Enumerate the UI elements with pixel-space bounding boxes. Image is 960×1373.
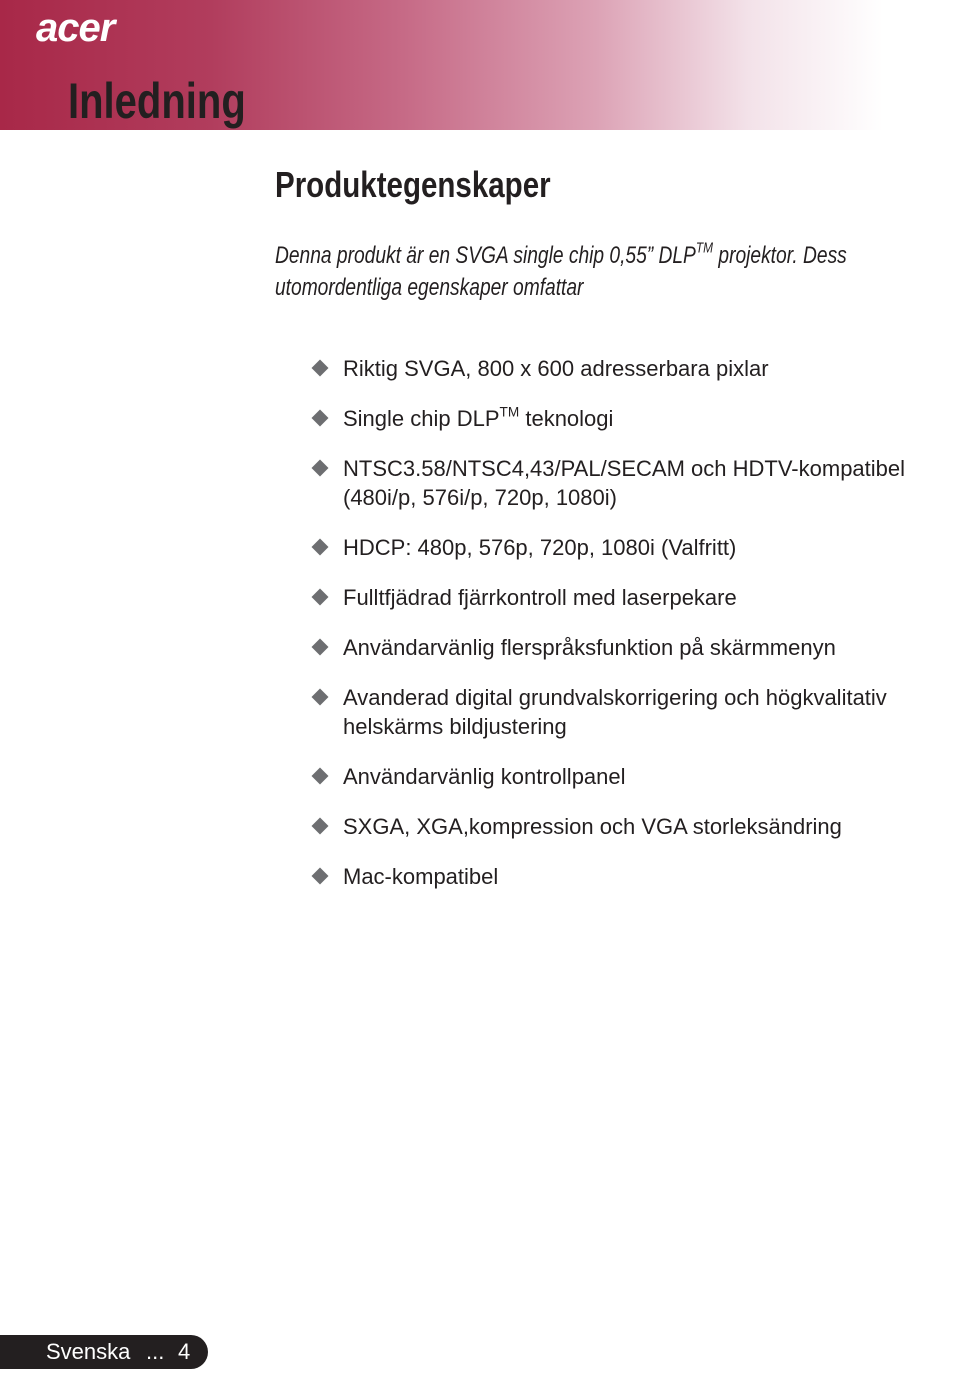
footer-separator: ... xyxy=(146,1339,165,1364)
intro-text-b: projektor. Dess utomordentliga egenskaper omfattar xyxy=(275,242,847,301)
feature-text: Avanderad digital grundvalskorrigering och högkvalitativ helskärms bildjustering xyxy=(343,685,887,739)
diamond-bullet-icon xyxy=(312,639,329,656)
feature-text: HDCP: 480p, 576p, 720p, 1080i (Valfritt) xyxy=(343,535,737,560)
feature-item xyxy=(310,762,960,791)
intro-paragraph xyxy=(275,240,939,304)
footer-page-tab xyxy=(0,1335,208,1369)
intro-trademark: TM xyxy=(695,240,714,257)
feature-list xyxy=(310,354,960,912)
feature-item xyxy=(310,862,960,891)
chapter-title: Inledning xyxy=(68,73,246,129)
feature-text: SXGA, XGA,kompression och VGA storleksändring xyxy=(343,814,842,839)
intro-text-a: Denna produkt är en SVGA single chip 0,55” DLP xyxy=(275,242,696,269)
feature-trademark: TM xyxy=(499,404,520,420)
feature-text-main: Single chip DLP xyxy=(343,406,500,431)
feature-item xyxy=(310,583,960,612)
diamond-bullet-icon xyxy=(312,768,329,785)
feature-item xyxy=(310,812,960,841)
feature-text: NTSC3.58/NTSC4,43/PAL/SECAM och HDTV-kompatibel (480i/p, 576i/p, 720p, 1080i) xyxy=(343,456,906,510)
feature-item xyxy=(310,683,960,741)
diamond-bullet-icon xyxy=(312,360,329,377)
feature-text-tail: teknologi xyxy=(519,406,614,431)
feature-text: Användarvänlig flerspråksfunktion på skärmmenyn xyxy=(343,635,836,660)
footer-language: Svenska xyxy=(46,1339,131,1364)
feature-item xyxy=(310,454,960,512)
feature-text: Mac-kompatibel xyxy=(343,864,499,889)
feature-text xyxy=(343,404,960,433)
diamond-bullet-icon xyxy=(312,818,329,835)
diamond-bullet-icon xyxy=(312,539,329,556)
diamond-bullet-icon xyxy=(312,589,329,606)
feature-item xyxy=(310,354,960,383)
diamond-bullet-icon xyxy=(312,689,329,706)
feature-text: Riktig SVGA, 800 x 600 adresserbara pixlar xyxy=(343,356,769,381)
feature-text: Fulltfjädrad fjärrkontroll med laserpekare xyxy=(343,585,737,610)
diamond-bullet-icon xyxy=(312,868,329,885)
feature-item xyxy=(310,633,960,662)
page-number: 4 xyxy=(178,1339,191,1364)
section-heading: Produktegenskaper xyxy=(275,164,551,205)
diamond-bullet-icon xyxy=(312,410,329,427)
feature-item xyxy=(310,404,960,433)
feature-text: Användarvänlig kontrollpanel xyxy=(343,764,626,789)
acer-logo: acer xyxy=(36,6,115,50)
feature-item xyxy=(310,533,960,562)
diamond-bullet-icon xyxy=(312,460,329,477)
